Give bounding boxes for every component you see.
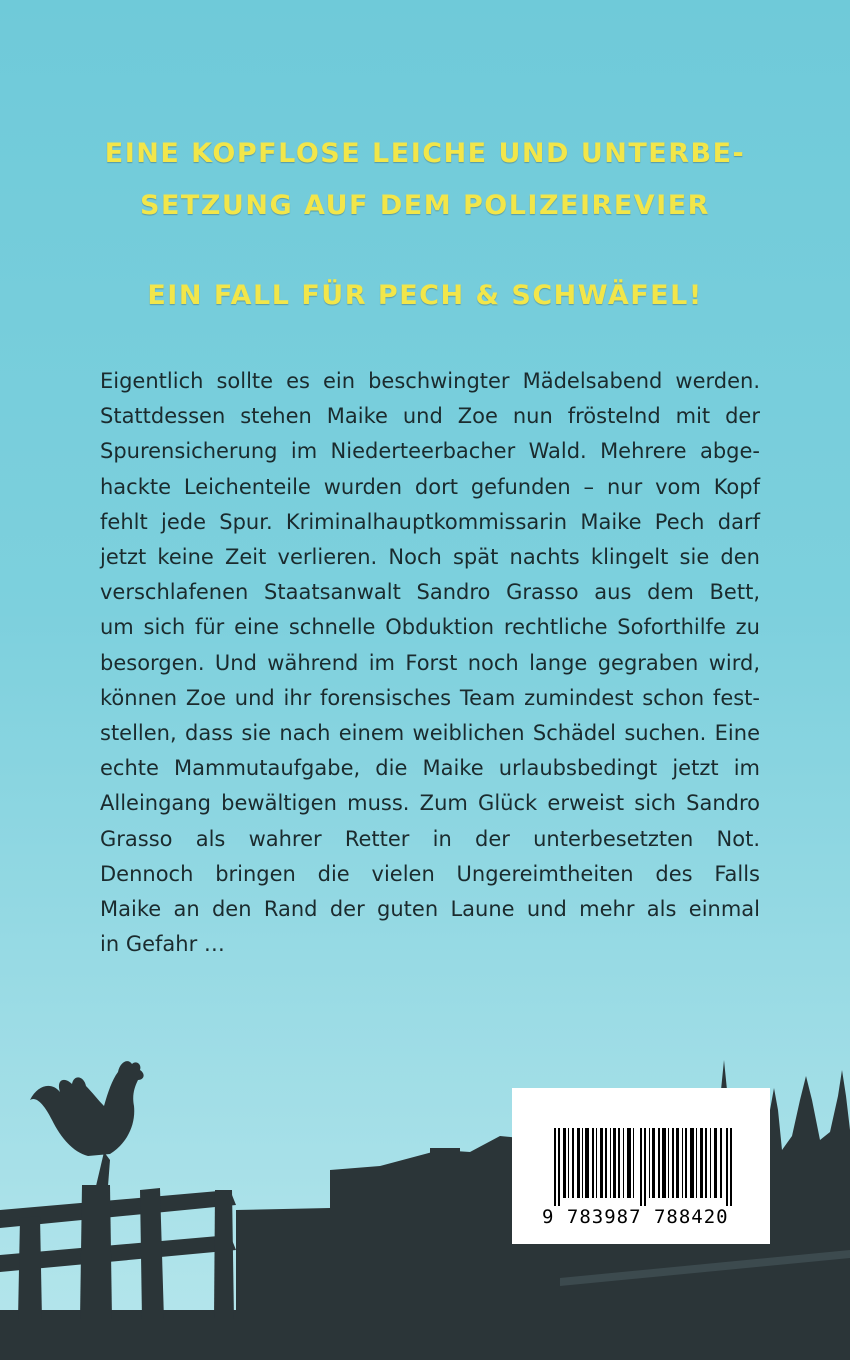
blurb-line: Grasso als wahrer Retter in der unterbesetzten Not.: [100, 826, 760, 851]
barcode-icon: [554, 1128, 734, 1206]
blurb-line: echte Mammutaufgabe, die Maike urlaubsbedingt jetzt im: [100, 756, 760, 781]
blurb-line: verschlafenen Staatsanwalt Sandro Grasso aus dem Bett,: [100, 580, 760, 605]
fence-silhouette: [0, 1185, 236, 1320]
blurb-line: Eigentlich sollte es ein beschwingter Mädelsabend werden.: [100, 369, 760, 393]
blurb-line: besorgen. Und während im Forst noch lange gegraben wird,: [100, 650, 760, 675]
rooster-silhouette: [30, 1061, 144, 1186]
isbn-number: 9 783987 788420: [542, 1206, 729, 1228]
barcode-label: [512, 1088, 770, 1244]
blurb-text: [100, 364, 760, 962]
headline: [0, 128, 850, 232]
blurb-line: Dennoch bringen die vielen Ungereimtheiten des Falls: [100, 861, 760, 886]
blurb-line: Maike an den Rand der guten Laune und mehr als einmal: [100, 897, 760, 922]
blurb-line: Stattdessen stehen Maike und Zoe nun fröstelnd mit der: [100, 404, 760, 429]
blurb-line: stellen, dass sie nach einem weiblichen Schädel suchen. Eine: [100, 721, 760, 746]
blurb-line: um sich für eine schnelle Obduktion rechtliche Soforthilfe zu: [100, 615, 760, 640]
blurb-line: können Zoe und ihr forensisches Team zumindest schon fest-: [100, 685, 760, 710]
blurb-line: hackte Leichenteile wurden dort gefunden – nur vom Kopf: [100, 474, 760, 499]
blurb-line: Spurensicherung im Niederteerbacher Wald. Mehrere abge-: [100, 439, 760, 464]
blurb-line: in Gefahr …: [100, 932, 225, 957]
headline-line-2: SETZUNG AUF DEM POLIZEIREVIER: [140, 190, 710, 221]
headline-line-1: EINE KOPFLOSE LEICHE UND UNTERBE-: [104, 138, 746, 169]
blurb-line: jetzt keine Zeit verlieren. Noch spät nachts klingelt sie den: [100, 545, 760, 570]
blurb-line: Alleingang bewältigen muss. Zum Glück erweist sich Sandro: [100, 791, 760, 816]
tagline: EIN FALL FÜR PECH & SCHWÄFEL!: [147, 280, 703, 311]
blurb-line: fehlt jede Spur. Kriminalhauptkommissarin Maike Pech darf: [100, 509, 760, 534]
